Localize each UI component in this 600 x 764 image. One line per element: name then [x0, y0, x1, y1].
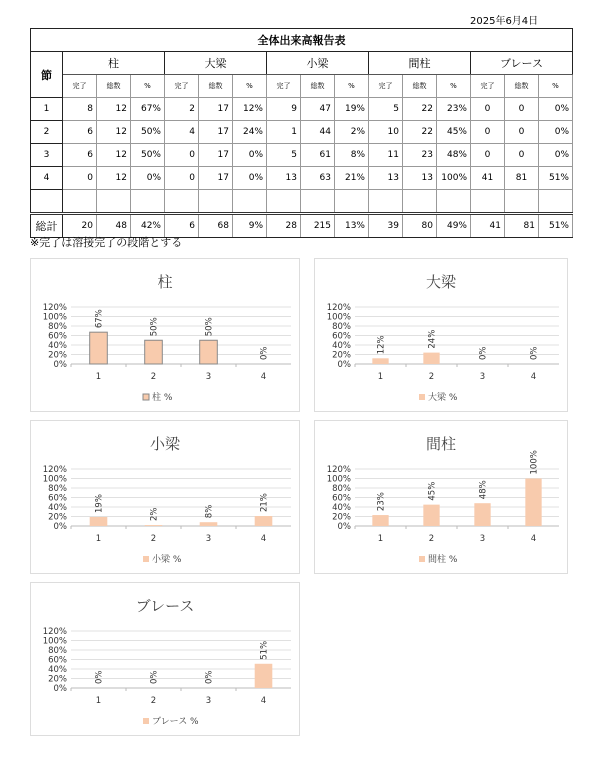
- data-label: 19%: [94, 494, 105, 513]
- legend-label: 大梁 %: [428, 393, 458, 403]
- y-tick-label: 40%: [332, 341, 351, 351]
- row-label: 3: [31, 144, 63, 167]
- x-tick-label: 2: [150, 372, 157, 382]
- total-cell: 215: [301, 214, 335, 238]
- table-cell: 81: [505, 167, 539, 190]
- table-cell: 12: [97, 98, 131, 121]
- table-title-row: [31, 29, 573, 52]
- x-tick-label: 4: [530, 534, 537, 544]
- bar-chart: [315, 259, 567, 411]
- bar: [200, 340, 218, 364]
- data-label: 0%: [149, 670, 160, 684]
- y-tick-label: 20%: [48, 674, 67, 685]
- table-cell: 45%: [437, 121, 471, 144]
- y-tick-label: 40%: [48, 503, 67, 513]
- table-cell: 12: [97, 144, 131, 167]
- data-label: 0%: [529, 346, 540, 360]
- table-cell: 51%: [539, 167, 573, 190]
- table-cell: 6: [63, 121, 97, 144]
- data-label: 24%: [427, 329, 438, 349]
- y-tick-label: 80%: [332, 484, 351, 494]
- y-tick-label: 20%: [48, 512, 67, 523]
- total-cell: 49%: [437, 214, 471, 238]
- x-tick-label: 1: [377, 534, 384, 544]
- x-tick-label: 3: [205, 372, 212, 382]
- row-label: 4: [31, 167, 63, 190]
- sub-header: 総数: [505, 75, 539, 98]
- y-tick-label: 0%: [53, 684, 67, 694]
- group-header: 小梁: [267, 52, 369, 75]
- y-tick-label: 100%: [326, 474, 351, 485]
- table-cell: 61: [301, 144, 335, 167]
- bar: [372, 358, 388, 364]
- y-tick-label: 100%: [326, 312, 351, 323]
- total-cell: 20: [63, 214, 97, 238]
- table-cell: 4: [165, 121, 199, 144]
- x-tick-label: 2: [150, 534, 157, 544]
- x-tick-label: 3: [479, 534, 486, 544]
- bar-chart: [315, 421, 567, 573]
- y-tick-label: 60%: [48, 331, 67, 342]
- table-cell: 0%: [539, 121, 573, 144]
- y-tick-label: 120%: [326, 465, 351, 475]
- x-tick-label: 4: [260, 696, 267, 706]
- y-tick-label: 60%: [48, 655, 67, 666]
- y-tick-label: 60%: [332, 493, 351, 504]
- y-tick-label: 100%: [42, 312, 67, 323]
- table-cell: 19%: [335, 98, 369, 121]
- table-cell: 5: [267, 144, 301, 167]
- group-header: 大梁: [165, 52, 267, 75]
- legend-label: ブレース %: [152, 717, 199, 727]
- table-cell: 1: [267, 121, 301, 144]
- row-label: 1: [31, 98, 63, 121]
- table-cell: 0: [165, 144, 199, 167]
- y-tick-label: 20%: [332, 350, 351, 361]
- data-label: 50%: [149, 317, 160, 337]
- data-label: 2%: [149, 507, 160, 522]
- data-label: 67%: [94, 309, 105, 329]
- sub-header: 完了: [63, 75, 97, 98]
- data-label: 12%: [376, 335, 387, 355]
- table-cell: 0: [471, 121, 505, 144]
- sub-header: 総数: [199, 75, 233, 98]
- legend-label: 小梁 %: [152, 555, 182, 565]
- data-label: 0%: [94, 670, 105, 684]
- y-tick-label: 40%: [332, 503, 351, 513]
- data-label: 0%: [259, 346, 270, 360]
- sub-header: 総数: [97, 75, 131, 98]
- table-cell: 0%: [539, 144, 573, 167]
- table-row: [31, 167, 573, 190]
- chart-panel: [30, 258, 300, 412]
- table-cell: 0: [505, 144, 539, 167]
- total-cell: 9%: [233, 214, 267, 238]
- table-cell: 0: [505, 98, 539, 121]
- report-date: 2025年6月4日: [470, 16, 539, 27]
- table-cell: 48%: [437, 144, 471, 167]
- bar-chart: [31, 421, 299, 573]
- group-header: ブレース: [471, 52, 573, 75]
- chart-panel: [314, 420, 568, 574]
- table-cell: 9: [267, 98, 301, 121]
- y-tick-label: 0%: [337, 522, 351, 532]
- sub-header: 総数: [403, 75, 437, 98]
- group-header-row: [31, 52, 573, 75]
- table-cell: 12%: [233, 98, 267, 121]
- footnote: ※完了は溶接完了の段階とする: [30, 236, 183, 249]
- y-tick-label: 120%: [42, 627, 67, 637]
- y-tick-label: 20%: [332, 512, 351, 523]
- table-row: [31, 121, 573, 144]
- table-cell: 0%: [233, 144, 267, 167]
- table-cell: 13: [369, 167, 403, 190]
- table-cell: 0: [63, 167, 97, 190]
- table-cell: 10: [369, 121, 403, 144]
- total-cell: 6: [165, 214, 199, 238]
- data-label: 45%: [427, 481, 438, 501]
- sub-header-row: [31, 75, 573, 98]
- bar: [423, 505, 439, 526]
- x-tick-label: 3: [205, 696, 212, 706]
- sub-header: 完了: [471, 75, 505, 98]
- table-cell: 2: [165, 98, 199, 121]
- data-label: 0%: [478, 346, 489, 360]
- table-cell: 17: [199, 167, 233, 190]
- chart-title: 小梁: [149, 435, 181, 453]
- table-cell: 17: [199, 121, 233, 144]
- total-cell: 13%: [335, 214, 369, 238]
- data-label: 23%: [376, 492, 387, 512]
- table-cell: 41: [471, 167, 505, 190]
- table-cell: 13: [267, 167, 301, 190]
- table-cell: 0: [471, 98, 505, 121]
- chart-title: 柱: [157, 273, 173, 291]
- x-tick-label: 2: [150, 696, 157, 706]
- sub-header: %: [437, 75, 471, 98]
- table-cell: 0: [165, 167, 199, 190]
- total-cell: 51%: [539, 214, 573, 238]
- table-row: [31, 98, 573, 121]
- table-cell: 100%: [437, 167, 471, 190]
- x-tick-label: 4: [530, 372, 537, 382]
- legend-swatch: [419, 556, 425, 562]
- total-cell: 42%: [131, 214, 165, 238]
- data-label: 50%: [204, 317, 215, 337]
- table-cell: 12: [97, 121, 131, 144]
- y-tick-label: 0%: [53, 360, 67, 370]
- legend-label: 柱 %: [152, 393, 173, 403]
- table-cell: 2%: [335, 121, 369, 144]
- blank-row: [31, 190, 573, 214]
- sub-header: %: [539, 75, 573, 98]
- legend-label: 間柱 %: [428, 555, 458, 565]
- progress-table: [30, 28, 573, 238]
- table-cell: 0%: [233, 167, 267, 190]
- legend-swatch: [419, 394, 425, 400]
- bar: [90, 332, 108, 364]
- table-cell: 8: [63, 98, 97, 121]
- table-cell: 0: [505, 121, 539, 144]
- group-header: 柱: [63, 52, 165, 75]
- x-tick-label: 3: [205, 534, 212, 544]
- y-tick-label: 40%: [48, 341, 67, 351]
- table-cell: 5: [369, 98, 403, 121]
- table-cell: 23: [403, 144, 437, 167]
- bar: [255, 664, 273, 688]
- data-label: 0%: [204, 670, 215, 684]
- table-cell: 0%: [539, 98, 573, 121]
- chart-title: ブレース: [135, 597, 195, 615]
- bar: [474, 503, 490, 526]
- total-cell: 41: [471, 214, 505, 238]
- data-label: 8%: [204, 504, 215, 519]
- y-tick-label: 100%: [42, 636, 67, 647]
- sub-header: 完了: [267, 75, 301, 98]
- group-header: 間柱: [369, 52, 471, 75]
- y-tick-label: 60%: [48, 493, 67, 504]
- y-tick-label: 120%: [42, 465, 67, 475]
- bar-chart: [31, 583, 299, 735]
- table-cell: 12: [97, 167, 131, 190]
- data-label: 21%: [259, 493, 270, 513]
- total-cell: 81: [505, 214, 539, 238]
- table-cell: 24%: [233, 121, 267, 144]
- bar: [255, 516, 273, 526]
- x-tick-label: 1: [95, 534, 102, 544]
- data-label: 51%: [259, 640, 270, 660]
- table-cell: 44: [301, 121, 335, 144]
- table-cell: 0%: [131, 167, 165, 190]
- x-tick-label: 1: [95, 696, 102, 706]
- table-row: [31, 144, 573, 167]
- table-cell: 11: [369, 144, 403, 167]
- bar: [525, 479, 541, 527]
- sub-header: 完了: [165, 75, 199, 98]
- x-tick-label: 2: [428, 372, 435, 382]
- legend-swatch: [143, 718, 149, 724]
- bar-chart: [31, 259, 299, 411]
- table-cell: 50%: [131, 144, 165, 167]
- table-cell: 17: [199, 98, 233, 121]
- bar: [90, 517, 108, 526]
- table-cell: 23%: [437, 98, 471, 121]
- chart-panel: [314, 258, 568, 412]
- bar: [200, 522, 218, 526]
- data-label: 100%: [529, 450, 540, 475]
- table-cell: 8%: [335, 144, 369, 167]
- sub-header: 完了: [369, 75, 403, 98]
- total-cell: 28: [267, 214, 301, 238]
- table-cell: 6: [63, 144, 97, 167]
- table-cell: 13: [403, 167, 437, 190]
- bar: [423, 353, 439, 364]
- y-tick-label: 0%: [53, 522, 67, 532]
- y-tick-label: 60%: [332, 331, 351, 342]
- y-tick-label: 80%: [48, 646, 67, 656]
- table-cell: 50%: [131, 121, 165, 144]
- chart-title: 間柱: [425, 435, 457, 453]
- y-tick-label: 100%: [42, 474, 67, 485]
- table-cell: 21%: [335, 167, 369, 190]
- bar: [372, 515, 388, 526]
- sub-header: %: [131, 75, 165, 98]
- x-tick-label: 4: [260, 372, 267, 382]
- x-tick-label: 1: [95, 372, 102, 382]
- x-tick-label: 2: [428, 534, 435, 544]
- y-tick-label: 40%: [48, 665, 67, 675]
- table-cell: 63: [301, 167, 335, 190]
- y-tick-label: 80%: [48, 484, 67, 494]
- total-label: 総計: [31, 214, 63, 238]
- y-tick-label: 120%: [42, 303, 67, 313]
- table-cell: 22: [403, 121, 437, 144]
- setsu-header: 節: [31, 52, 63, 98]
- row-label: 2: [31, 121, 63, 144]
- bar: [145, 340, 163, 364]
- total-cell: 80: [403, 214, 437, 238]
- table-title: 全体出来高報告表: [31, 29, 573, 52]
- sub-header: %: [335, 75, 369, 98]
- table-cell: 17: [199, 144, 233, 167]
- x-tick-label: 1: [377, 372, 384, 382]
- y-tick-label: 80%: [48, 322, 67, 332]
- x-tick-label: 4: [260, 534, 267, 544]
- sub-header: 総数: [301, 75, 335, 98]
- y-tick-label: 120%: [326, 303, 351, 313]
- x-tick-label: 3: [479, 372, 486, 382]
- bar: [145, 525, 163, 526]
- chart-panel: [30, 420, 300, 574]
- table-cell: 0: [471, 144, 505, 167]
- y-tick-label: 0%: [337, 360, 351, 370]
- chart-panel: [30, 582, 300, 736]
- total-cell: 68: [199, 214, 233, 238]
- sub-header: %: [233, 75, 267, 98]
- y-tick-label: 80%: [332, 322, 351, 332]
- y-tick-label: 20%: [48, 350, 67, 361]
- table-cell: 67%: [131, 98, 165, 121]
- total-cell: 39: [369, 214, 403, 238]
- table-cell: 22: [403, 98, 437, 121]
- legend-swatch: [143, 394, 149, 400]
- chart-title: 大梁: [425, 273, 457, 291]
- data-label: 48%: [478, 480, 489, 500]
- total-cell: 48: [97, 214, 131, 238]
- table-cell: 47: [301, 98, 335, 121]
- legend-swatch: [143, 556, 149, 562]
